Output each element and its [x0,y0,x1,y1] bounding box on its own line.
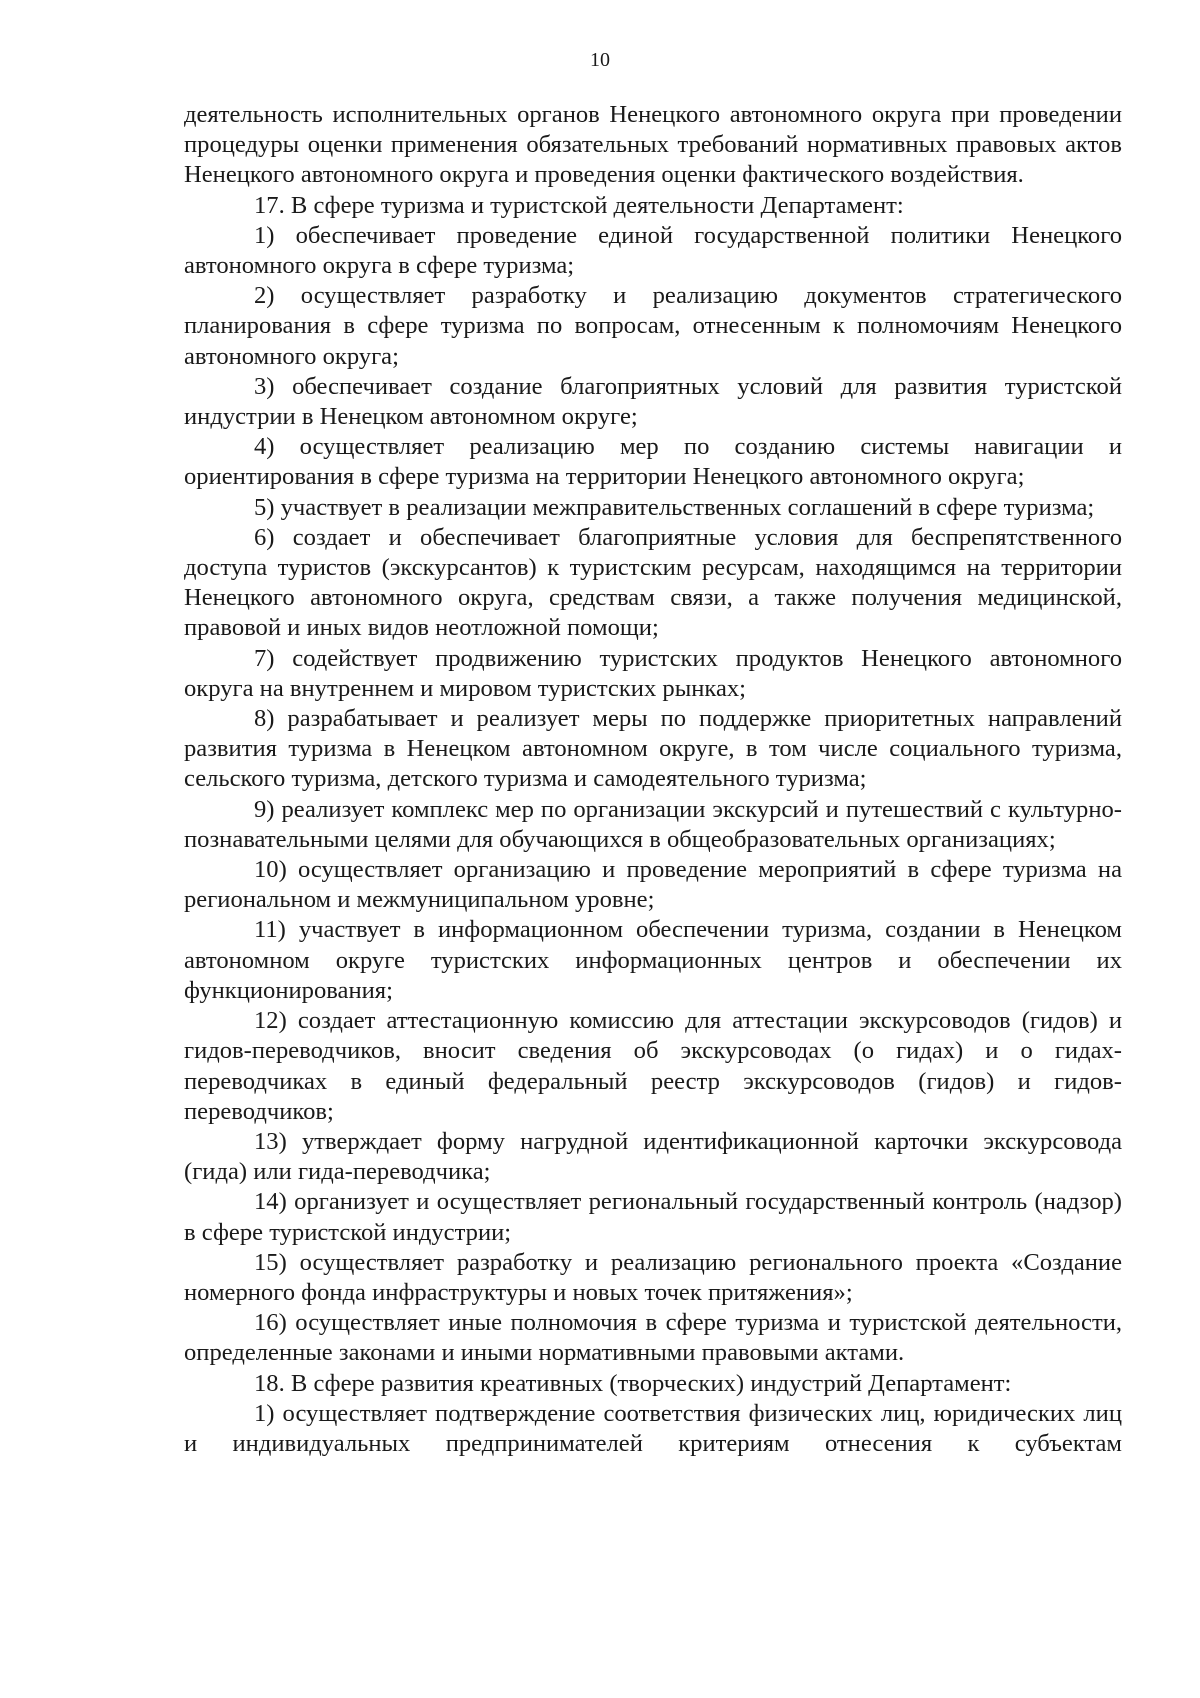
section-17-item-9: 9) реализует комплекс мер по организации экскурсий и путешествий с культурно-познавательными целями для обучающихся в общеобразовательных организациях; [184,795,1122,853]
section-17-item-6: 6) создает и обеспечивает благоприятные условия для беспрепятственного доступа туристов (экскурсантов) к туристским ресурсам, находящимся на территории Ненецкого автономного округа, средствам связи, а также получения медицинской, правовой и иных видов неотложной помощи; [184,523,1122,642]
section-17-item-4: 4) осуществляет реализацию мер по созданию системы навигации и ориентирования в сфере туризма на территории Ненецкого автономного округа; [184,433,1122,491]
section-17-item-16: 16) осуществляет иные полномочия в сфере туризма и туристской деятельности, определенные законами и иными нормативными правовыми актами. [184,1309,1122,1367]
section-17-item-5: 5) участвует в реализации межправительственных соглашений в сфере туризма; [254,493,1095,521]
section-17-item-15: 15) осуществляет разработку и реализацию регионального проекта «Создание номерного фонда инфраструктуры и новых точек притяжения»; [184,1248,1122,1306]
section-17-item-11: 11) участвует в информационном обеспечении туризма, создании в Ненецком автономном округе туристских информационных центров и обеспечении их функционирования; [184,916,1122,1004]
section-17-item-8: 8) разрабатывает и реализует меры по поддержке приоритетных направлений развития туризма в Ненецком автономном округе, в том числе социального туризма, сельского туризма, детского туризма и самодеятельного туризма; [184,705,1122,793]
section-17-item-10: 10) осуществляет организацию и проведение мероприятий в сфере туризма на региональном и межмуниципальном уровне; [184,856,1122,914]
section-17-heading: 17. В сфере туризма и туристской деятельности Департамент: [254,191,904,219]
page-number: 10 [590,49,610,71]
section-17-item-13: 13) утверждает форму нагрудной идентификационной карточки экскурсовода (гида) или гида-переводчика; [184,1127,1122,1186]
section-18-heading: 18. В сфере развития креативных (творческих) индустрий Департамент: [254,1369,1012,1397]
section-17-item-2: 2) осуществляет разработку и реализацию документов стратегического планирования в сфере туризма по вопросам, отнесенным к полномочиям Ненецкого автономного округа; [184,282,1122,370]
section-18-item-1: 1) осуществляет подтверждение соответствия физических лиц, юридических лиц и индивидуальных предпринимателей критериям отнесения к субъектам [184,1399,1122,1457]
document-body [184,100,1122,1459]
section-17-item-12: 12) создает аттестационную комиссию для аттестации экскурсоводов (гидов) и гидов-переводчиков, вносит сведения об экскурсоводах (о гидах) и о гидах-переводчиках в единый федеральный реестр экскурсоводов (гидов) и гидов-переводчиков; [184,1007,1122,1125]
section-17-item-7: 7) содействует продвижению туристских продуктов Ненецкого автономного округа на внутреннем и мировом туристских рынках; [184,644,1122,702]
section-17-item-1: 1) обеспечивает проведение единой государственной политики Ненецкого автономного округа в сфере туризма; [184,221,1122,280]
section-17-item-14: 14) организует и осуществляет региональный государственный контроль (надзор) в сфере туристской индустрии; [184,1188,1122,1246]
paragraph-continuation: деятельность исполнительных органов Ненецкого автономного округа при проведении процедуры оценки применения обязательных требований нормативных правовых актов Ненецкого автономного округа и проведения оценки фактического воздействия. [184,101,1122,189]
section-17-item-3: 3) обеспечивает создание благоприятных условий для развития туристской индустрии в Ненецком автономном округе; [184,372,1122,431]
